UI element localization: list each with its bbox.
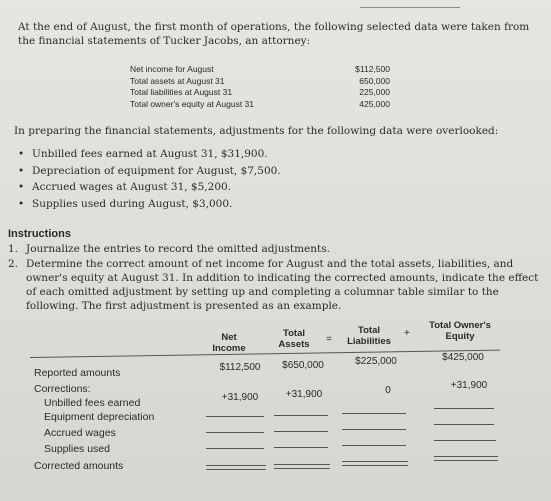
blank-line — [274, 415, 328, 416]
blank-line — [434, 440, 496, 441]
column-header-net-income: Net Income — [212, 332, 246, 354]
blank-line — [274, 431, 328, 432]
total-double-rule — [434, 456, 498, 461]
total-double-rule — [274, 464, 330, 469]
blank-line — [434, 424, 494, 425]
reported-total-liabilities: $225,000 — [355, 356, 397, 367]
given-row: Total owner's equity at August 31 425,000 — [130, 98, 390, 109]
list-item: • Accrued wages at August 31, $5,200. — [18, 181, 232, 193]
column-header-owners-equity: Total Owner's Equity — [429, 320, 491, 342]
given-row: Net income for August $112,500 — [130, 64, 390, 74]
reported-owners-equity: $425,000 — [442, 352, 484, 363]
unbilled-net-income: +31,900 — [221, 392, 259, 403]
bullet-icon: • — [18, 164, 25, 177]
instructions-heading: Instructions — [8, 228, 71, 240]
problem-intro: At the end of August, the first month of operations, the following selected data were taken from the financial statements of Tucker Jacobs, an attorney: — [18, 21, 530, 47]
unbilled-total-liabilities: 0 — [385, 385, 391, 396]
instruction-step: 2. Determine the correct amount of net income for August and the total assets, liabilities, and owner's equity at August 31. In addition to indicating the corrected amounts, indicate the effect of each omitted adjustment by setting up and completing a columnar table similar to the following. The first adjustment is presented as an example. — [8, 258, 539, 312]
blank-line — [206, 432, 264, 433]
row-label-reported: Reported amounts — [34, 367, 121, 379]
reported-net-income: $112,500 — [219, 362, 261, 373]
row-label-unbilled-fees: Unbilled fees earned — [44, 397, 141, 409]
overlooked-paragraph: In preparing the financial statements, adjustments for the following data were overlooked: — [14, 125, 499, 137]
blank-line — [434, 408, 494, 409]
total-double-rule — [342, 461, 408, 466]
column-header-total-assets: Total Assets — [278, 328, 310, 350]
row-label-corrections: Corrections: — [34, 383, 91, 395]
plus-sign: + — [404, 328, 410, 339]
blank-line — [342, 445, 406, 446]
total-double-rule — [206, 465, 266, 470]
blank-line — [206, 448, 264, 449]
given-row: Total liabilities at August 31 225,000 — [130, 87, 390, 97]
list-item: • Unbilled fees earned at August 31, $31,900. — [18, 148, 268, 160]
blank-line — [342, 413, 406, 414]
unbilled-owners-equity: +31,900 — [450, 380, 488, 391]
bullet-icon: • — [18, 148, 25, 160]
equals-sign: = — [326, 334, 332, 345]
blank-line — [206, 416, 264, 417]
row-label-corrected: Corrected amounts — [34, 460, 124, 472]
row-label-depreciation: Equipment depreciation — [44, 411, 155, 423]
bullet-icon: • — [18, 197, 25, 210]
unbilled-total-assets: +31,900 — [285, 389, 323, 400]
blank-line — [342, 429, 406, 430]
list-item: • Depreciation of equipment for August, $7,500. — [18, 164, 281, 177]
instruction-step: 1. Journalize the entries to record the omitted adjustments. — [8, 243, 330, 255]
column-header-total-liabilities: Total Liabilities — [347, 325, 391, 347]
bullet-icon: • — [18, 181, 25, 193]
row-label-accrued-wages: Accrued wages — [44, 427, 116, 439]
blank-line — [274, 447, 328, 448]
reported-total-assets: $650,000 — [282, 360, 324, 371]
list-item: • Supplies used during August, $3,000. — [18, 197, 233, 210]
row-label-supplies: Supplies used — [44, 443, 110, 455]
given-row: Total assets at August 31 650,000 — [130, 75, 390, 86]
